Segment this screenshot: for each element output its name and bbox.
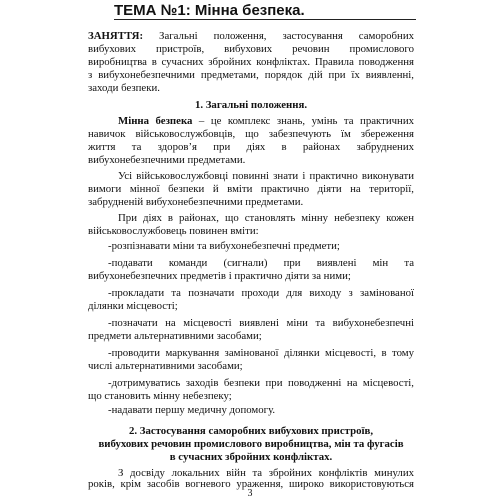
paragraph-line: вимоги мінної безпеки й вміти практично діяти на території, <box>88 183 414 195</box>
lesson-intro-text: Загальні положення, застосування саморобних <box>143 30 414 42</box>
section-heading: 2. Застосування саморобних вибухових пристроїв, <box>128 425 374 437</box>
paragraph-line: При діях в районах, що становлять мінну небезпеку кожен <box>118 212 414 224</box>
list-item: -надавати першу медичну допомогу. <box>108 404 276 416</box>
paragraph-line: років, крім засобів вогневого ураження, широко використовуються <box>88 478 414 490</box>
paragraph-line: Усі військовослужбовці повинні знати і практично виконувати <box>118 170 414 182</box>
definition-text: – це комплекс знань, умінь та практичних <box>192 115 414 127</box>
lesson-intro-line: вибухових пристроїв, вибухових речовин промислового <box>88 43 414 55</box>
list-item: числі альтернативними засобами; <box>88 360 243 372</box>
topic-underline <box>114 19 416 20</box>
section-heading: 1. Загальні положення. <box>194 99 308 111</box>
list-item: -проводити маркування замінованої ділянки місцевості, в тому <box>108 347 414 359</box>
lesson-intro-line: заходи безпеки. <box>88 82 160 94</box>
definition-line: вибухонебезпечними предметами. <box>88 154 246 166</box>
list-item: -подавати команди (сигнали) при виявлені мін та <box>108 257 414 269</box>
lesson-intro-line: виробництва в сучасних збройних конфліктах. Правила поводження <box>88 56 414 68</box>
lesson-label: ЗАНЯТТЯ: <box>88 30 144 42</box>
lesson-intro-line <box>88 30 414 43</box>
section-heading: вибухових речовин промислового виробництва, мін та фугасів <box>98 438 404 450</box>
list-item: -дотримуватись заходів безпеки при поводженні на місцевості, <box>108 377 414 389</box>
list-item: -розпізнавати міни та вибухонебезпечні предмети; <box>108 240 340 252</box>
definition-term: Мінна безпека <box>118 115 193 127</box>
list-item: вибухонебезпечних предметів і практично діяти за ними; <box>88 270 351 282</box>
list-item: предмети альтернативними засобами; <box>88 330 262 342</box>
list-item: -позначати на місцевості виявлені міни та вибухонебезпечні <box>108 317 414 329</box>
definition-line: життя та здоров’я при діях в районах забруднених <box>88 141 414 153</box>
page-number: 3 <box>247 488 253 499</box>
definition-line: навичок військовослужбовців, що забезпечують їм збереження <box>88 128 414 140</box>
topic-title: ТЕМА №1: Мінна безпека. <box>114 2 305 19</box>
list-item: що становить мінну небезпеку; <box>88 390 232 402</box>
list-item: -прокладати та позначати проходи для виходу з замінованої <box>108 287 414 299</box>
paragraph-line: військовослужбовець повинен вміти: <box>88 225 259 237</box>
section-heading: в сучасних збройних конфліктах. <box>169 451 333 463</box>
definition-line <box>118 115 414 128</box>
topic-header <box>0 0 500 22</box>
paragraph-line: забрудненій вибухонебезпечними предметами. <box>88 196 304 208</box>
list-item: ділянки місцевості; <box>88 300 178 312</box>
paragraph-line: З досвіду локальних війн та збройних конфліктів минулих <box>118 467 414 479</box>
lesson-intro-line: з вибухонебезпечними предметами, порядок дій при їх виявленні, <box>88 69 414 81</box>
